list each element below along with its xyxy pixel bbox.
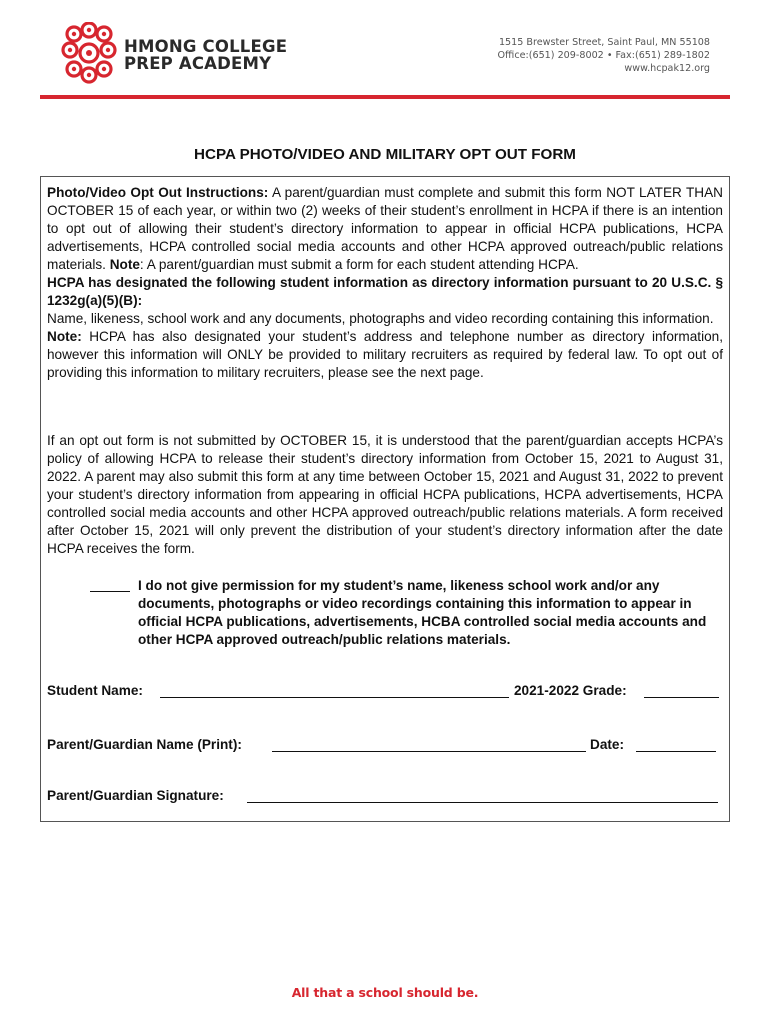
- parent-name-label: Parent/Guardian Name (Print):: [47, 737, 242, 752]
- address-street: 1515 Brewster Street, Saint Paul, MN 55108: [498, 37, 710, 48]
- school-name: [124, 38, 287, 72]
- address-phone-fax: Office:(651) 209-8002 • Fax:(651) 289-1802: [497, 50, 710, 61]
- instructions-paragraph: [47, 184, 723, 382]
- note-text: : A parent/guardian must submit a form for each student attending HCPA.: [139, 257, 579, 272]
- school-address: [498, 36, 711, 75]
- note-label: Note: [109, 257, 140, 272]
- note2-label: Note:: [47, 329, 82, 344]
- policy-paragraph: If an opt out form is not submitted by OCTOBER 15, it is understood that the parent/guardian accepts HCPA’s policy of allowing HCPA to release their student’s directory information from October 15, 2021 to August 31, 2022. A parent may also submit this form at any time between October 15, 2021 and August 31, 2022 to prevent your student’s directory information from appearing in official HCPA publications, HCPA advertisements, HCPA controlled social media accounts and other HCPA approved outreach/public relations materials. A form received after October 15, 2021 will only prevent the distribution of your student’s directory information after the date HCPA receives the form.: [47, 433, 723, 556]
- optout-text: I do not give permission for my student’s name, likeness school work and/or any documents, photographs or video recordings containing this information to appear in official HCPA publications, advertisements, HCBA controlled social media accounts and other HCPA approved outreach/public relations materials.: [138, 578, 707, 647]
- optout-initial-blank[interactable]: [90, 591, 130, 592]
- date-label: Date:: [590, 737, 624, 752]
- grade-field[interactable]: [644, 697, 719, 698]
- signature-label: Parent/Guardian Signature:: [47, 788, 224, 803]
- date-field[interactable]: [636, 751, 716, 752]
- school-name-line1: HMONG COLLEGE: [124, 37, 288, 56]
- instructions-text: A parent/guardian must complete and submit this form NOT LATER THAN OCTOBER 15 of each year, or within two (2) weeks of their student’s enrollment in HCPA if there is an intention to opt out of allowing their student’s directory information to appear in official HCPA publications, HCPA advertisements, HCPA controlled social media accounts and other HCPA approved outreach/public relations materials.: [47, 185, 723, 272]
- signature-field[interactable]: [247, 802, 718, 803]
- instructions-heading: Photo/Video Opt Out Instructions:: [47, 185, 269, 200]
- school-logo-icon: [60, 22, 118, 84]
- parent-name-field[interactable]: [272, 751, 586, 752]
- student-name-label: Student Name:: [47, 683, 143, 698]
- optout-statement: [90, 577, 730, 649]
- grade-label: 2021-2022 Grade:: [514, 683, 627, 698]
- page-header: [0, 0, 770, 90]
- footer-tagline: All that a school should be.: [291, 985, 479, 1000]
- school-name-line2: PREP ACADEMY: [124, 54, 272, 73]
- form-title: HCPA PHOTO/VIDEO AND MILITARY OPT OUT FORM: [194, 146, 576, 163]
- note2-text: HCPA has also designated your student’s address and telephone number as directory information, however this information will ONLY be provided to military recruiters as required by federal law. To opt out of providing this information to military recruiters, please see the next page.: [47, 329, 723, 380]
- address-website: www.hcpak12.org: [624, 63, 710, 74]
- designation-text: Name, likeness, school work and any documents, photographs and video recording containing this information.: [47, 311, 714, 326]
- designation-heading: HCPA has designated the following student information as directory information pursuant to 20 U.S.C. § 1232g(a)(5)(B):: [47, 275, 723, 308]
- header-divider: [40, 95, 730, 99]
- student-name-field[interactable]: [160, 697, 509, 698]
